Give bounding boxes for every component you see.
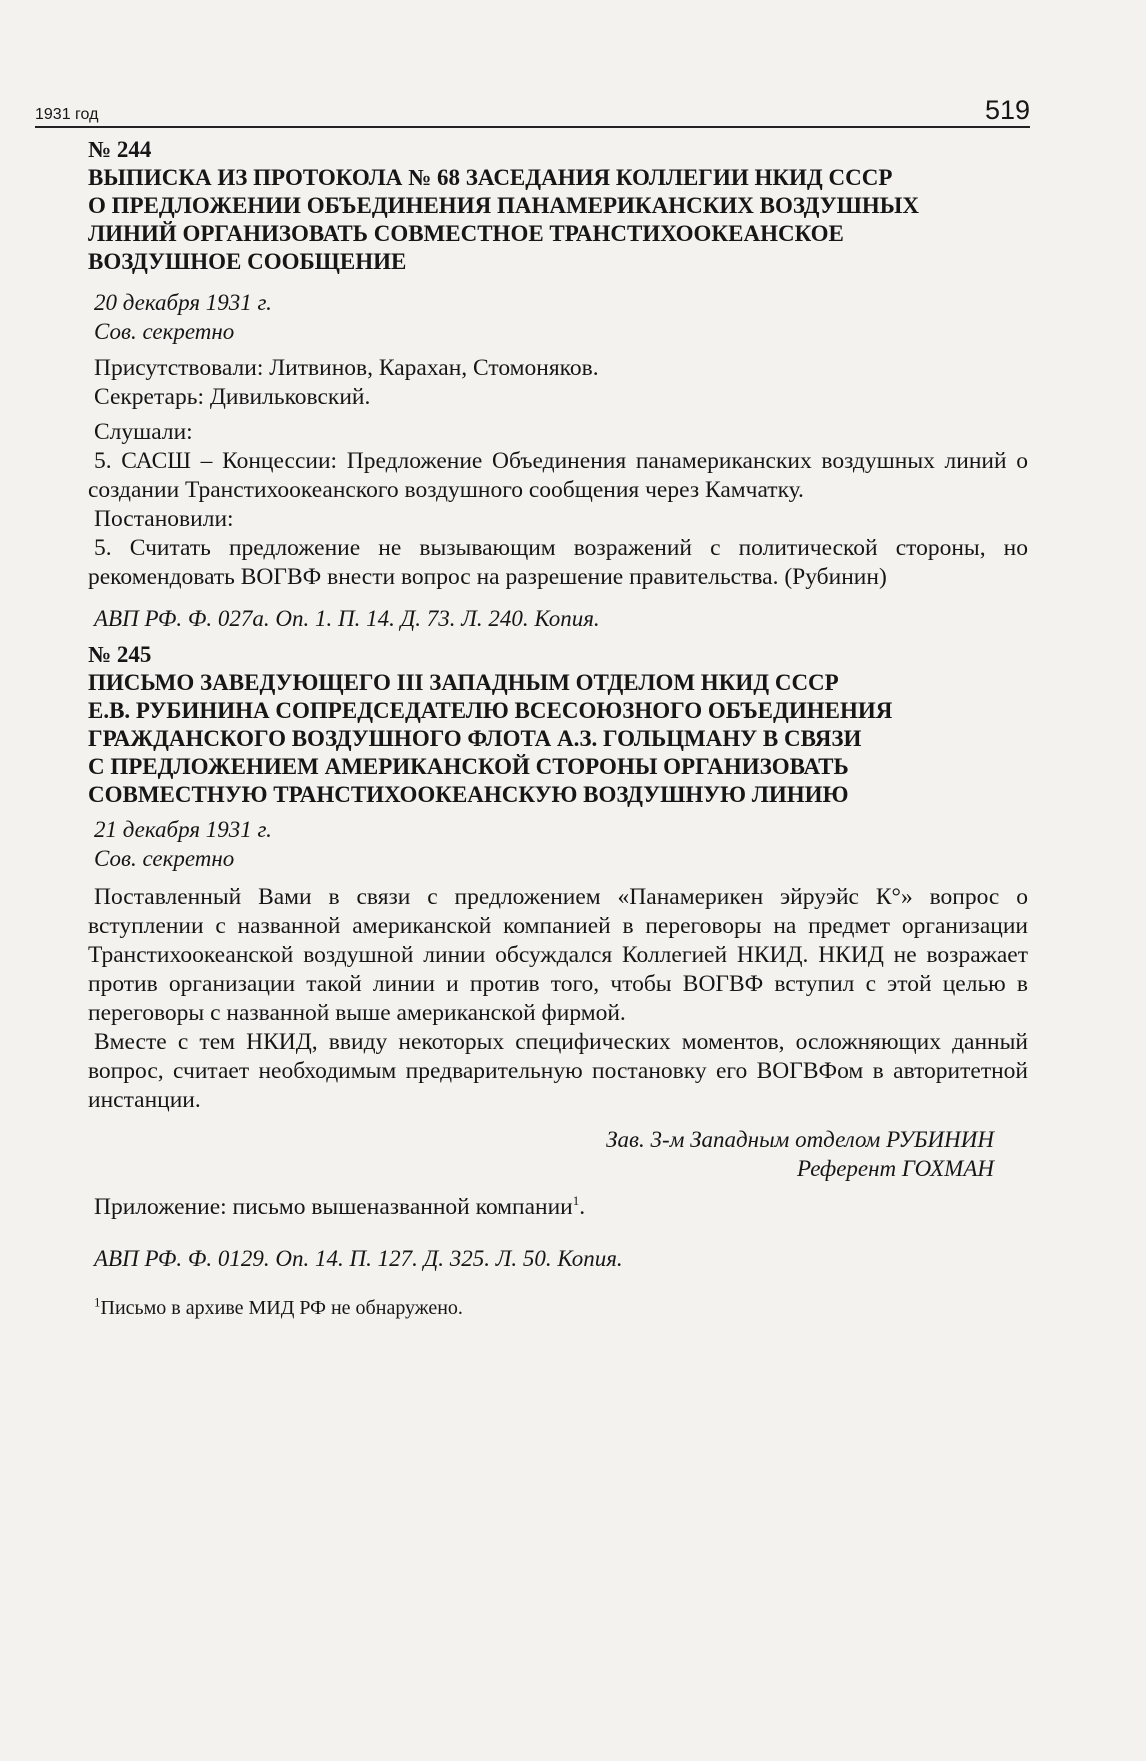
title-line: О ПРЕДЛОЖЕНИИ ОБЪЕДИНЕНИЯ ПАНАМЕРИКАНСКИХ ВОЗДУШНЫХ [88,193,919,218]
title-line: СОВМЕСТНУЮ ТРАНСТИХООКЕАНСКУЮ ВОЗДУШНУЮ ЛИНИЮ [88,782,849,807]
secretary-line: Секретарь: Дивильковский. [94,384,371,410]
title-line: ГРАЖДАНСКОГО ВОЗДУШНОГО ФЛОТА А.З. ГОЛЬЦМАНУ В СВЯЗИ [88,726,862,751]
title-line: ЛИНИЙ ОРГАНИЗОВАТЬ СОВМЕСТНОЕ ТРАНСТИХООКЕАНСКОЕ [88,221,844,246]
archive-source: АВП РФ. Ф. 027а. Оп. 1. П. 14. Д. 73. Л. 240. Копия. [94,606,600,631]
title-line: С ПРЕДЛОЖЕНИЕМ АМЕРИКАНСКОЙ СТОРОНЫ ОРГАНИЗОВАТЬ [88,754,849,779]
doc-title [88,164,1028,276]
doc-secrecy: Сов. секретно [94,846,235,871]
present-line: Присутствовали: Литвинов, Карахан, Стомоняков. [94,355,599,381]
doc-secrecy: Сов. секретно [94,319,235,344]
footnote-text: Письмо в архиве МИД РФ не обнаружено. [100,1297,463,1319]
page-number: 519 [984,95,1030,125]
footnote-mark: 1 [94,1294,101,1310]
signature-referent: Референт ГОХМАН [797,1156,994,1181]
title-line: Е.В. РУБИНИНА СОПРЕДСЕДАТЕЛЮ ВСЕСОЮЗНОГО ОБЪЕДИНЕНИЯ [88,698,893,723]
doc-date: 20 декабря 1931 г. [94,290,272,315]
footnote [94,1295,1028,1321]
document-245 [88,641,1028,1273]
attachment-line: Приложение: письмо вышеназванной компании$^1$. [94,1193,586,1220]
doc-number: № 244 [88,137,152,162]
signature-head: Зав. 3-м Западным отделом РУБИНИН [606,1127,994,1152]
heard-text: 5. САСШ – Концессии: Предложение Объединения панамериканских воздушных линий о создании Транстихоокеанского воздушного сообщения через Камчатку. [88,448,1028,503]
archive-source: АВП РФ. Ф. 0129. Оп. 14. П. 127. Д. 325. Л. 50. Копия. [94,1246,623,1271]
body-paragraph: Вместе с тем НКИД, ввиду некоторых специфических моментов, осложняющих данный вопрос, считает необходимым предварительную постановку его ВОГВФом в авторитетной инстанции. [88,1029,1028,1113]
decided-text: 5. Считать предложение не вызывающим возражений с политической стороны, но рекомендовать ВОГВФ внести вопрос на разрешение правительства. (Рубинин) [88,535,1028,590]
footnote-ref: 1 [572,1193,580,1209]
doc-number: № 245 [88,642,152,667]
title-line: ВЫПИСКА ИЗ ПРОТОКОЛА № 68 ЗАСЕДАНИЯ КОЛЛЕГИИ НКИД СССР [88,165,893,190]
title-line: ПИСЬМО ЗАВЕДУЮЩЕГО III ЗАПАДНЫМ ОТДЕЛОМ НКИД СССР [88,670,839,695]
doc-title [88,669,1028,809]
main-content [88,136,1028,1321]
attachment-text: Приложение: письмо вышеназванной компании [94,1194,573,1220]
document-244 [88,136,1028,633]
decided-label: Постановили: [94,506,234,532]
header-year: 1931 год [35,106,99,123]
title-line: ВОЗДУШНОЕ СООБЩЕНИЕ [88,249,407,274]
doc-date: 21 декабря 1931 г. [94,817,272,842]
body-paragraph: Поставленный Вами в связи с предложением «Панамерикен эйруэйс К°» вопрос о вступлении с названной американской компанией в переговоры на предмет организации Транстихоокеанской воздушной линии обсуждался Коллегией НКИД. НКИД не возражает против организации такой линии и против того, чтобы ВОГВФ вступил с этой целью в переговоры с названной выше американской фирмой. [88,884,1028,1026]
heard-label: Слушали: [94,419,193,445]
running-header [35,95,1030,128]
